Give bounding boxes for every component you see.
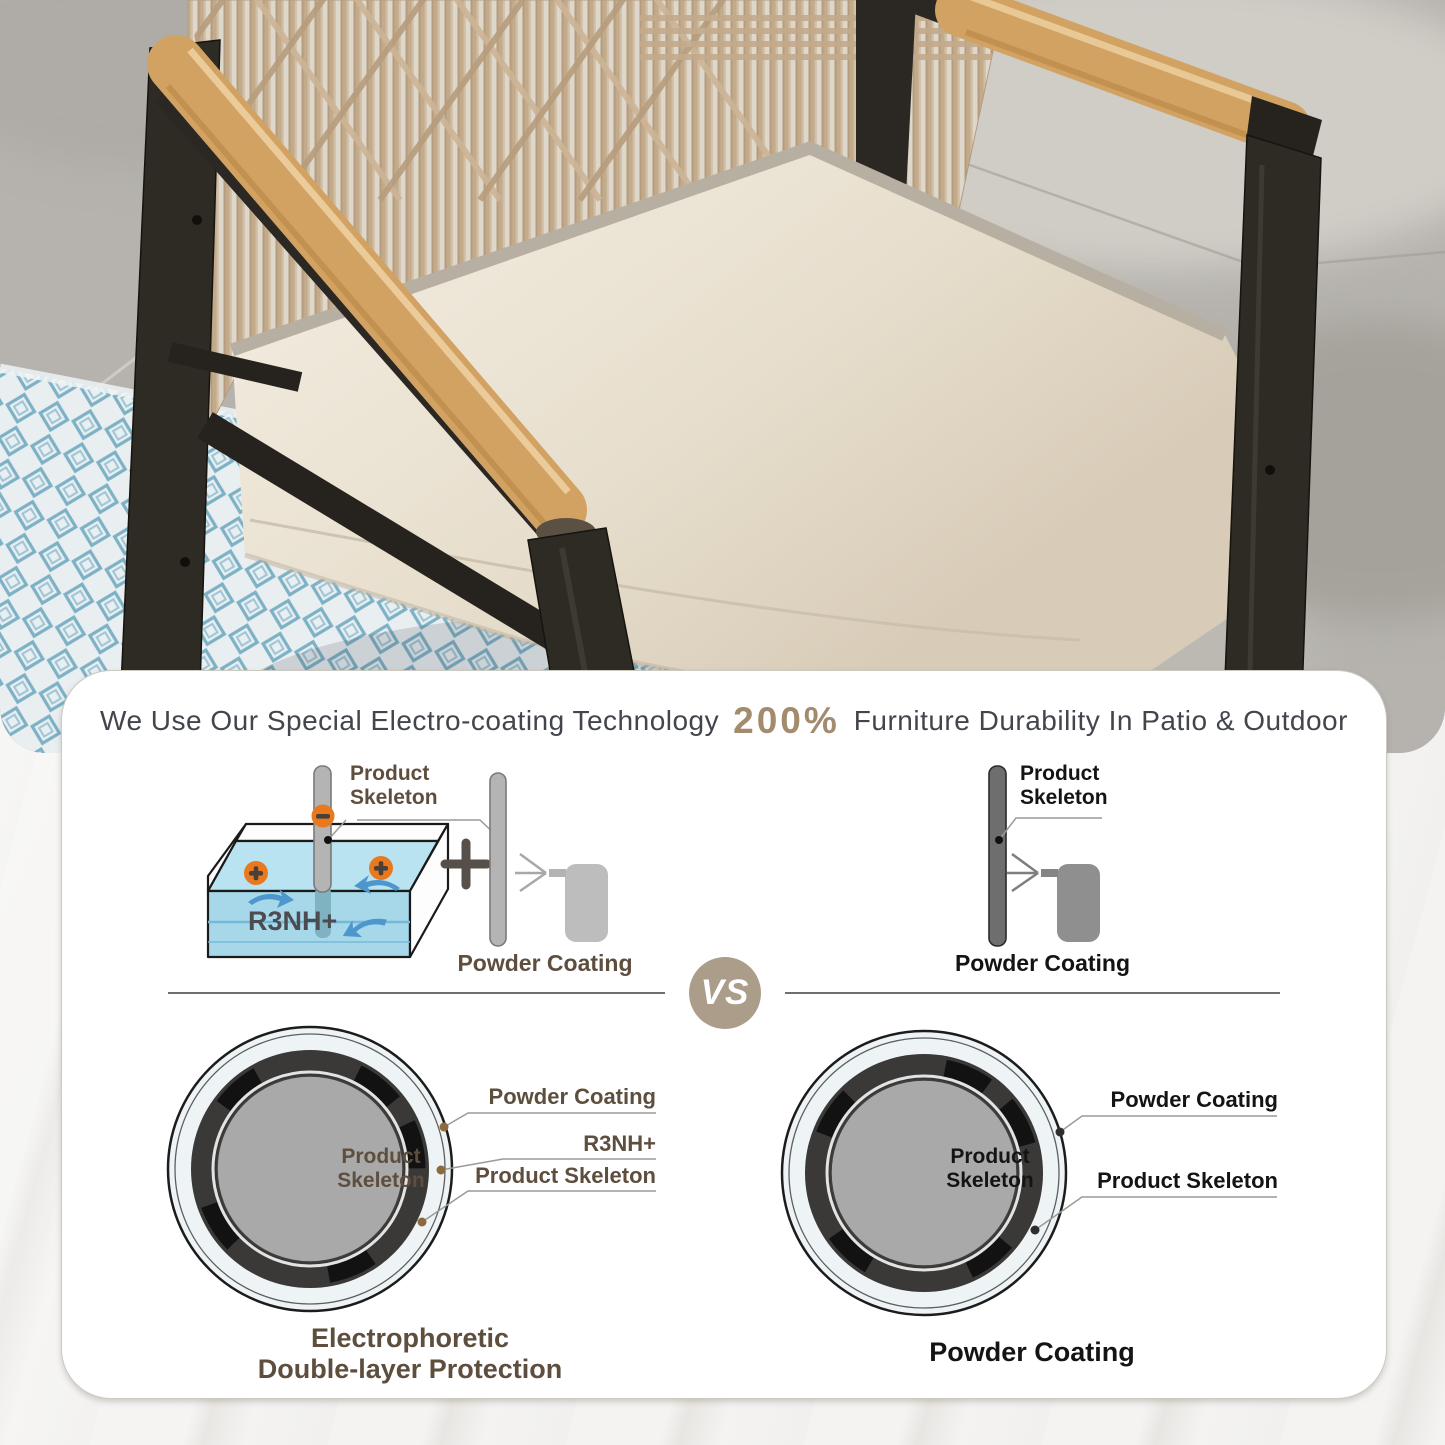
plus-icon bbox=[445, 843, 487, 885]
bolt bbox=[180, 557, 190, 567]
powder-coating-label: Powder Coating bbox=[457, 950, 633, 976]
skeleton-rod bbox=[490, 773, 506, 946]
pointer-dot bbox=[995, 836, 1003, 844]
cathode-minus-icon bbox=[312, 805, 335, 828]
divider-line bbox=[785, 992, 1280, 994]
electro-caption bbox=[220, 1323, 600, 1385]
spray-gun-icon bbox=[1007, 854, 1100, 942]
card-header bbox=[62, 695, 1386, 747]
skeleton-label: Product Skeleton bbox=[350, 762, 438, 810]
callout-product-skeleton: Product Skeleton bbox=[475, 1163, 656, 1188]
pointer-dot bbox=[1031, 1226, 1040, 1235]
pointer-dot bbox=[440, 1123, 449, 1132]
anode-plus-icon bbox=[244, 861, 268, 885]
header-suffix: Furniture Durability In Patio & Outdoor bbox=[853, 705, 1348, 736]
electro-caption-line2: Double-layer Protection bbox=[257, 1353, 563, 1384]
powder-caption: Powder Coating bbox=[929, 1337, 1135, 1367]
header-percentage: 200% bbox=[733, 700, 840, 741]
bolt bbox=[1265, 465, 1275, 475]
powder-coating-label: Powder Coating bbox=[954, 950, 1131, 976]
spray-gun-icon bbox=[515, 854, 608, 942]
pointer-dot bbox=[324, 836, 332, 844]
core-label: Product Skeleton bbox=[946, 1145, 1034, 1193]
anode-plus-icon bbox=[369, 856, 393, 880]
core-label: Product Skeleton bbox=[337, 1145, 425, 1193]
skeleton-label: Product Skeleton bbox=[1020, 762, 1108, 810]
callout-powder-coating: Powder Coating bbox=[488, 1084, 656, 1109]
callout-solution: R3NH+ bbox=[583, 1131, 656, 1156]
leader-lines bbox=[999, 818, 1102, 840]
pointer-dot bbox=[1056, 1128, 1065, 1137]
vs-badge: VS bbox=[689, 957, 761, 1029]
electro-caption-line1: Electrophoretic bbox=[310, 1323, 510, 1353]
electro-coating-process-diagram bbox=[160, 756, 660, 1001]
header-prefix: We Use Our Special Electro-coating Technology bbox=[100, 705, 720, 736]
pointer-dot bbox=[418, 1218, 427, 1227]
powder-coating-process-diagram bbox=[954, 756, 1280, 1001]
callout-product-skeleton: Product Skeleton bbox=[1097, 1168, 1278, 1193]
callout-powder-coating: Powder Coating bbox=[1110, 1087, 1278, 1112]
skeleton-rod bbox=[314, 766, 331, 892]
bolt bbox=[192, 215, 202, 225]
skeleton-rod bbox=[989, 766, 1006, 946]
solution-label: R3NH+ bbox=[248, 906, 338, 936]
coating-info-card bbox=[61, 670, 1387, 1399]
divider-line bbox=[168, 992, 665, 994]
